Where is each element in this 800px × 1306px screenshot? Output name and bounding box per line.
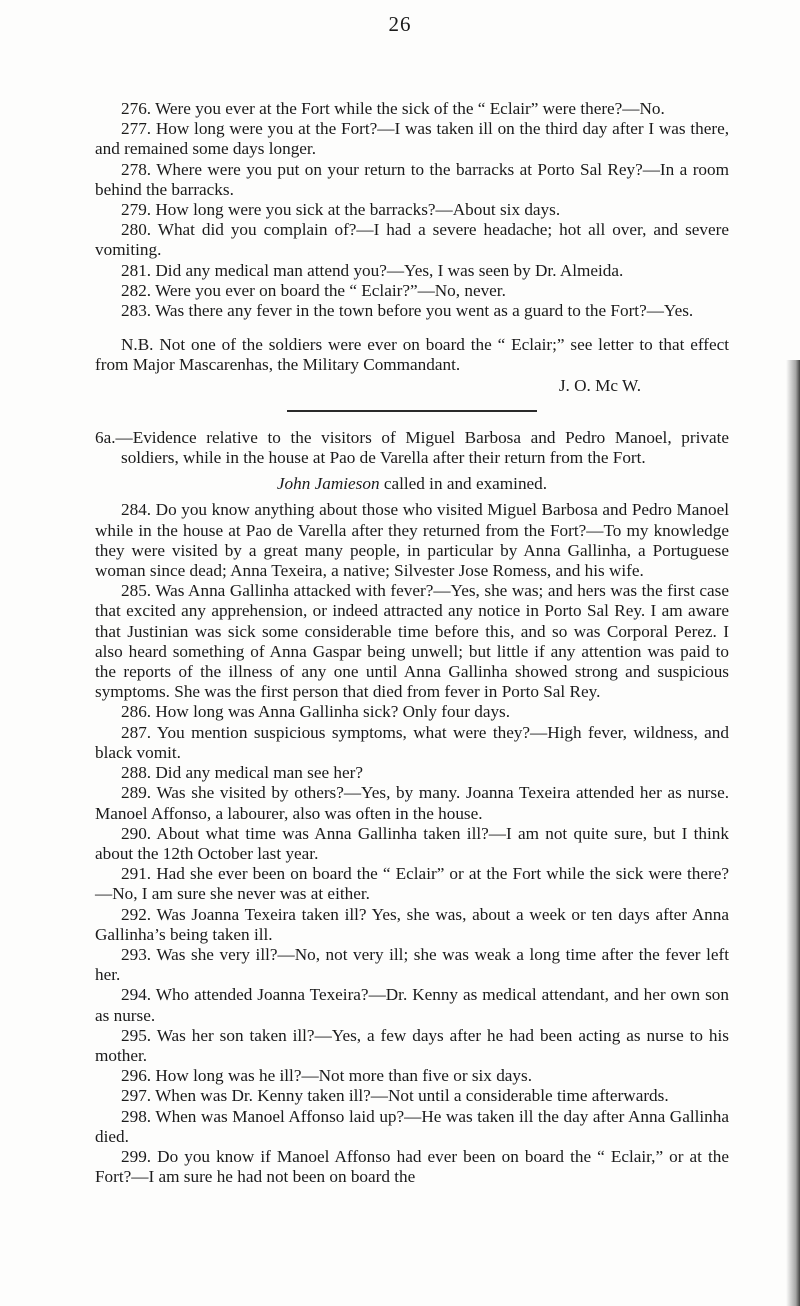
question-text: How long was he ill?—Not more than five or six days. — [155, 1066, 532, 1086]
testimony-paragraph — [95, 99, 729, 119]
question-text: Was Anna Gallinha attacked with fever?—Yes, she was; and hers was the first case that excited any apprehension, or indeed attracted any notice in Porto Sal Rey. I am aware that Justinian was sick some considerable time before this, and so was Corporal Perez. I also heard something of Anna Gaspar being unwell; but little if any attention was paid to the reports of the illness of any one until Anna Gallinha showed strong and suspicious symptoms. She was the first person that died from fever in Porto Sal Rey. — [95, 581, 729, 702]
question-number: 276. — [121, 99, 152, 118]
testimony-paragraph — [95, 1066, 729, 1086]
testimony-paragraph — [95, 864, 729, 904]
question-text: What did you complain of?—I had a severe headache; hot all over, and severe vomiting. — [95, 220, 729, 260]
testimony-paragraph — [95, 220, 729, 260]
question-number: 290. — [121, 823, 152, 843]
question-text: How long was Anna Gallinha sick? Only four days. — [155, 702, 511, 722]
page-number: 26 — [388, 12, 412, 36]
note-paragraph — [95, 335, 729, 375]
question-text: Do you know if Manoel Affonso had ever been on board the “ Eclair,” or at the Fort?—I am sure he had not been on board the — [95, 1146, 730, 1187]
testimony-block-a — [95, 99, 729, 321]
question-number: 288. — [121, 763, 152, 783]
question-text: Do you know anything about those who visited Miguel Barbosa and Pedro Manoel while in the house at Pao de Varella after they returned from the Fort?—To my knowledge they were visited by a great many people, in particular by Anna Gallinha, a Portuguese woman since dead; Anna Texeira, a native; Silvester Jose Romess, and his wife. — [95, 500, 729, 581]
question-text: About what time was Anna Gallinha taken ill?—I am not quite sure, but I think about the 12th October last year. — [95, 823, 729, 863]
testimony-paragraph — [95, 824, 729, 864]
section-divider — [287, 410, 537, 412]
question-number: 286. — [121, 702, 152, 722]
question-text: How long were you at the Fort?—I was taken ill on the third day after I was there, and remained some days longer. — [95, 119, 730, 159]
testimony-paragraph — [95, 581, 729, 702]
section-title: —Evidence relative to the visitors of Miguel Barbosa and Pedro Manoel, private soldiers, while in the house at Pao de Varella after their return from the Fort. — [115, 427, 729, 468]
testimony-paragraph — [95, 261, 729, 281]
question-number: 299. — [121, 1146, 152, 1166]
question-text: Was she very ill?—No, not very ill; she was weak a long time after the fever left her. — [95, 944, 729, 985]
question-number: 279. — [121, 200, 152, 220]
witness-suffix: called in and examined. — [383, 474, 548, 494]
testimony-block-b — [95, 500, 729, 1187]
question-text: You mention suspicious symptoms, what were they?—High fever, wildness, and black vomit. — [95, 722, 729, 762]
question-text: Were you ever on board the “ Eclair?”—No, never. — [155, 280, 506, 300]
question-number: 278. — [121, 159, 152, 179]
question-text: Had she ever been on board the “ Eclair” or at the Fort while the sick were there?—No, I am sure she never was at either. — [95, 864, 729, 904]
question-number: 296. — [121, 1066, 152, 1086]
question-text: Was there any fever in the town before you went as a guard to the Fort?—Yes. — [155, 301, 694, 321]
question-number: 292. — [121, 904, 152, 924]
testimony-paragraph — [95, 945, 729, 985]
testimony-paragraph — [95, 763, 729, 783]
testimony-paragraph — [95, 160, 729, 200]
testimony-paragraph — [95, 1086, 729, 1106]
testimony-paragraph — [95, 702, 729, 722]
question-text: Were you ever at the Fort while the sick of the “ Eclair” were there?—No. — [155, 99, 665, 118]
witness-line — [95, 474, 729, 494]
question-text: Was she visited by others?—Yes, by many. Joanna Texeira attended her as nurse. Manoel Affonso, a labourer, also was often in the house. — [95, 783, 729, 823]
question-text: How long were you sick at the barracks?—About six days. — [155, 200, 561, 220]
testimony-paragraph — [95, 1107, 729, 1147]
testimony-paragraph — [95, 1147, 729, 1187]
question-number: 287. — [121, 722, 152, 742]
question-text: Did any medical man attend you?—Yes, I was seen by Dr. Almeida. — [155, 260, 624, 280]
testimony-paragraph — [95, 1026, 729, 1066]
question-number: 294. — [121, 985, 152, 1005]
page-body — [95, 99, 729, 1187]
question-text: Who attended Joanna Texeira?—Dr. Kenny as medical attendant, and her own son as nurse. — [95, 985, 729, 1025]
question-number: 285. — [121, 581, 152, 601]
question-number: 297. — [121, 1086, 152, 1106]
question-number: 295. — [121, 1025, 152, 1045]
question-number: 277. — [121, 119, 152, 139]
testimony-paragraph — [95, 905, 729, 945]
question-number: 281. — [121, 260, 152, 280]
testimony-paragraph — [95, 200, 729, 220]
question-text: Was Joanna Texeira taken ill? Yes, she was, about a week or ten days after Anna Gallinha’s being taken ill. — [95, 904, 729, 944]
testimony-paragraph — [95, 783, 729, 823]
testimony-paragraph — [95, 301, 729, 321]
question-number: 291. — [121, 864, 152, 884]
section-label: 6a. — [95, 427, 116, 447]
signature: J. O. Mc W. — [558, 375, 641, 395]
page-edge-shadow — [786, 360, 800, 1306]
question-number: 289. — [121, 783, 152, 803]
note-text: Not one of the soldiers were ever on board the “ Eclair;” see letter to that effect from Major Mascarenhas, the Military Commandant. — [95, 335, 729, 375]
testimony-paragraph — [95, 119, 729, 159]
question-text: When was Dr. Kenny taken ill?—Not until a considerable time afterwards. — [155, 1086, 669, 1106]
question-text: Did any medical man see her? — [155, 763, 363, 783]
testimony-paragraph — [95, 723, 729, 763]
question-number: 284. — [121, 500, 152, 520]
question-number: 280. — [121, 220, 152, 240]
section-heading — [95, 428, 729, 468]
testimony-paragraph — [95, 500, 729, 581]
question-text: Was her son taken ill?—Yes, a few days after he had been acting as nurse to his mother. — [95, 1025, 729, 1065]
testimony-paragraph — [95, 281, 729, 301]
question-text: When was Manoel Affonso laid up?—He was taken ill the day after Anna Gallinha died. — [95, 1106, 729, 1146]
question-number: 283. — [121, 301, 152, 321]
question-number: 298. — [121, 1106, 152, 1126]
note-label: N.B. — [121, 335, 154, 355]
testimony-paragraph — [95, 985, 729, 1025]
question-number: 293. — [121, 944, 152, 964]
question-text: Where were you put on your return to the barracks at Porto Sal Rey?—In a room behind the barracks. — [95, 159, 729, 199]
question-number: 282. — [121, 280, 152, 300]
witness-name: John Jamieson — [276, 474, 380, 494]
